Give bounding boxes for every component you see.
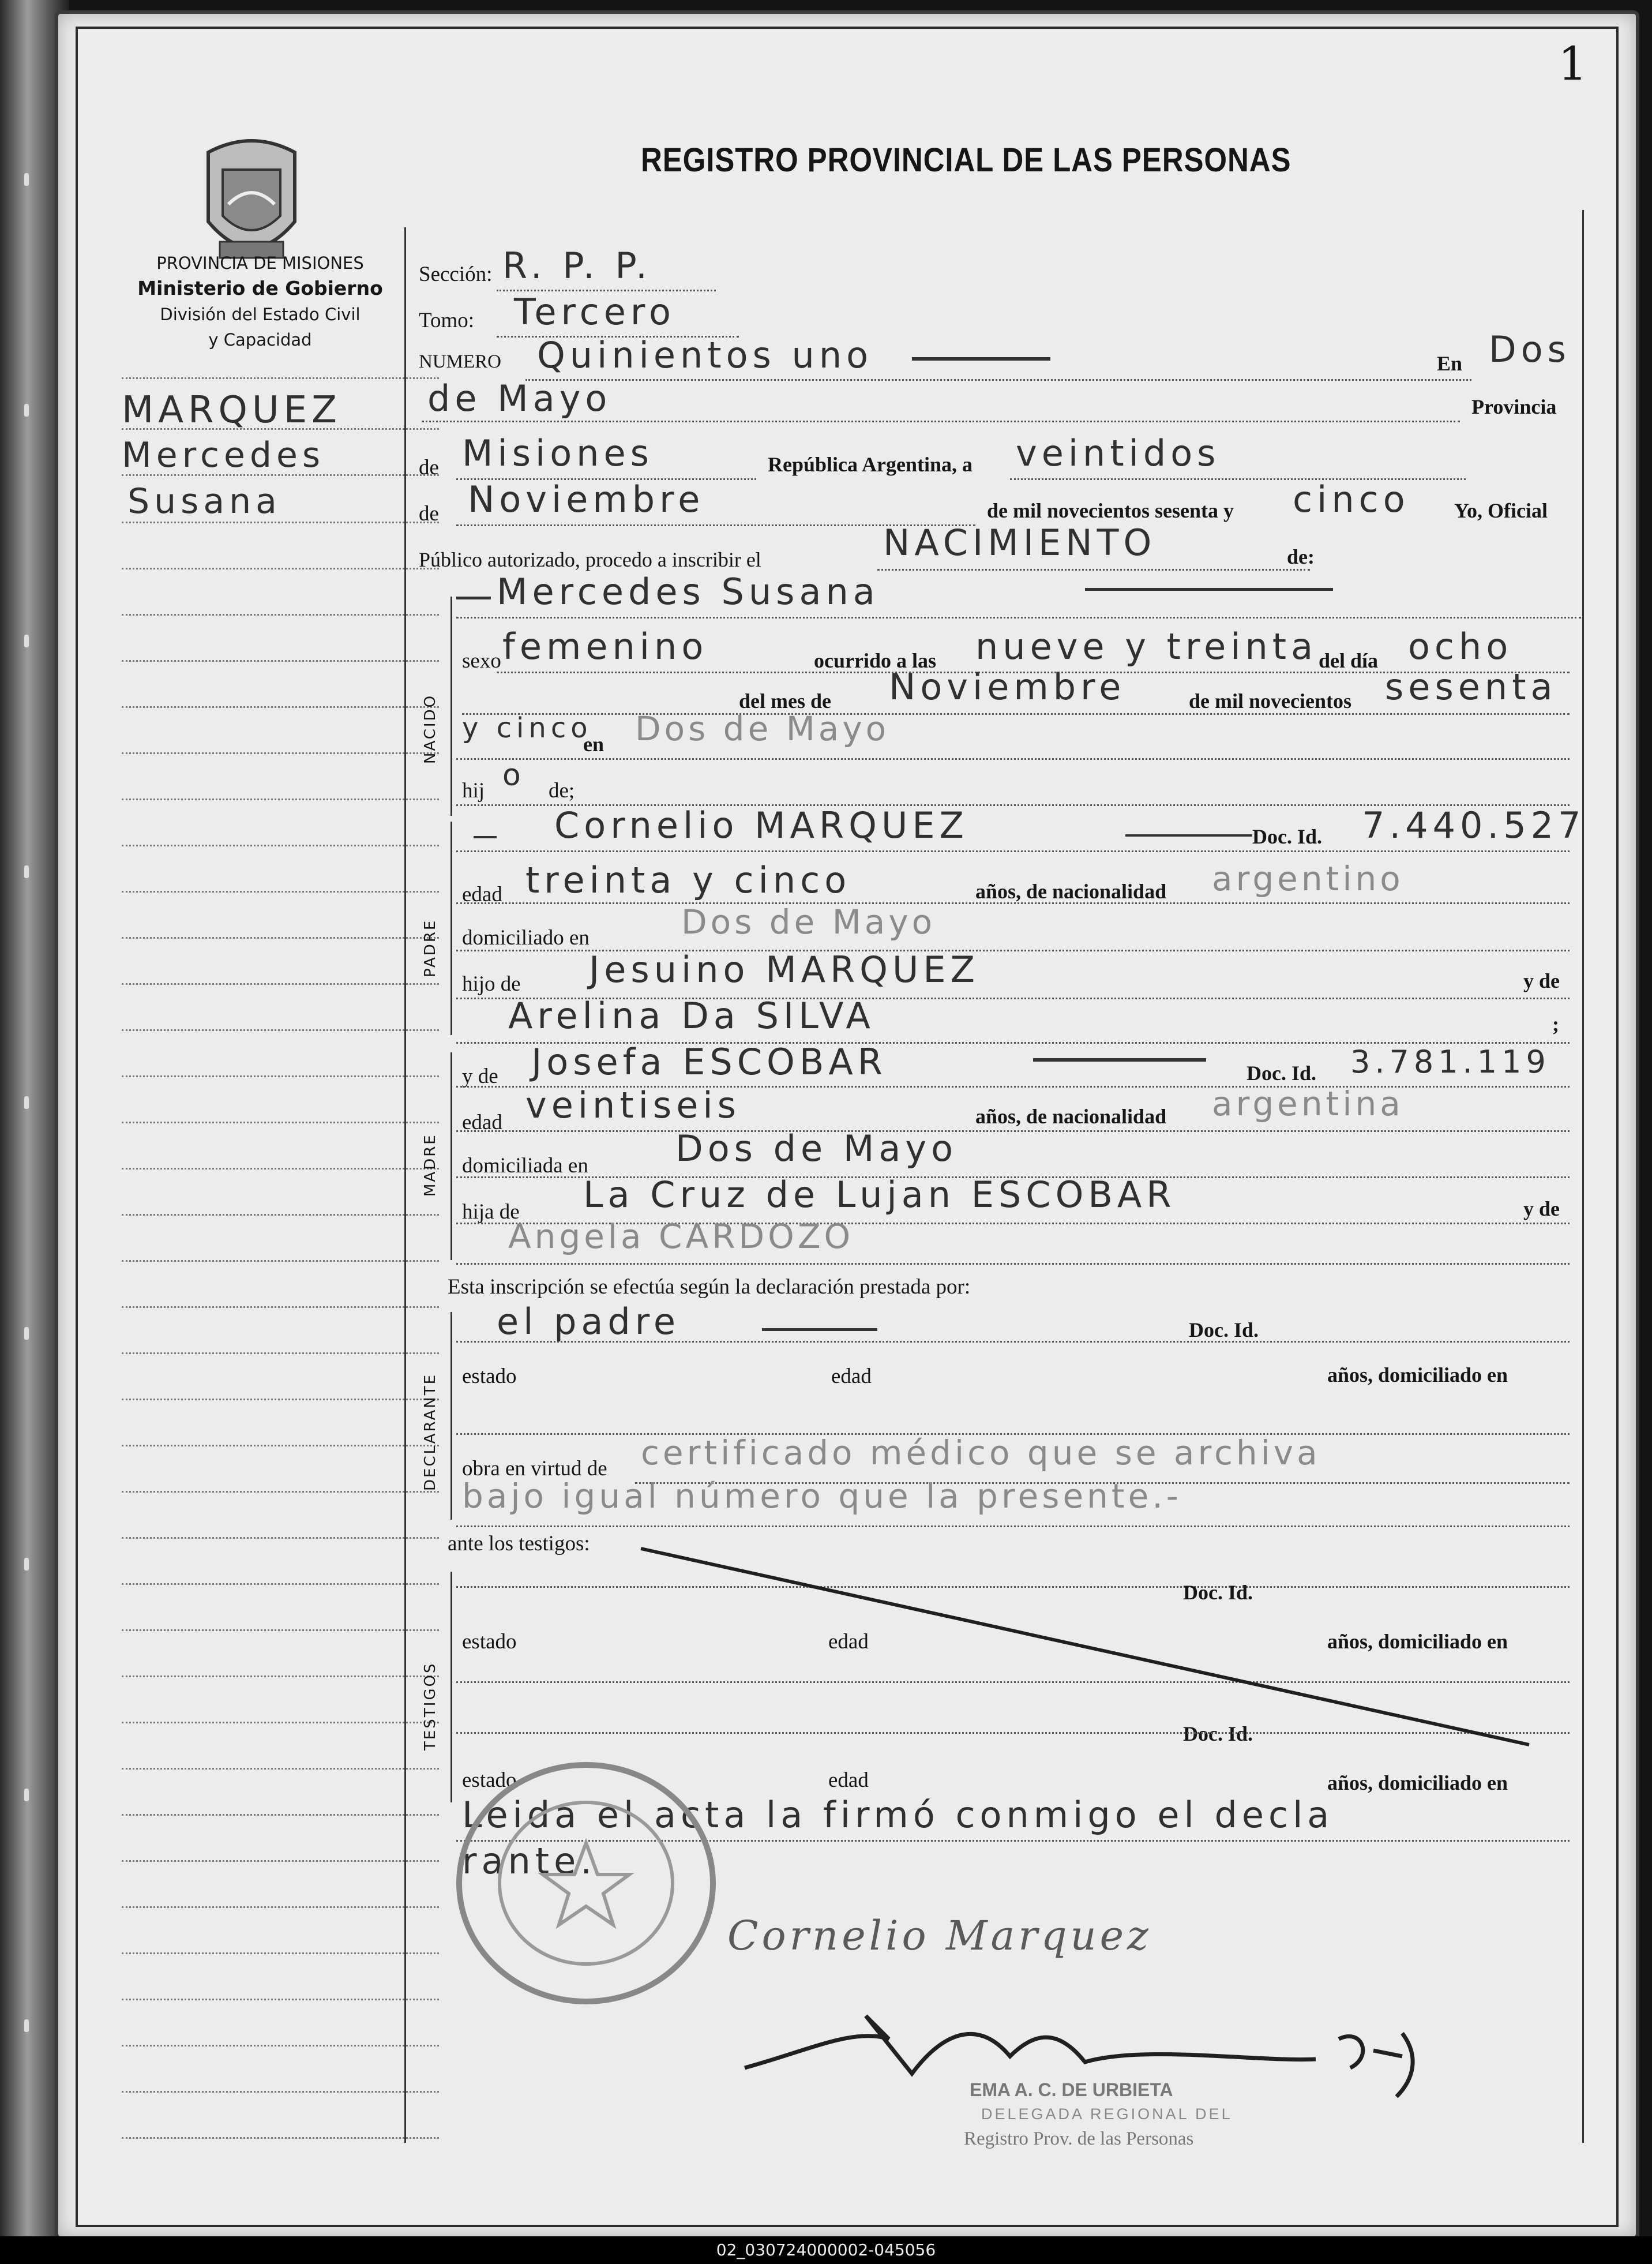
declarante-estado-label: estado xyxy=(462,1365,517,1388)
padre-edad-label: edad xyxy=(462,883,502,906)
de-semicolon-label: de; xyxy=(549,779,575,803)
testigo2-estado-label: estado xyxy=(462,1768,517,1792)
madre-anos-label: años, de nacionalidad xyxy=(975,1105,1167,1128)
madre-hija-de-label: hija de xyxy=(462,1200,520,1224)
madre-dom-value: Dos de Mayo xyxy=(675,1127,958,1170)
madre-nac-value: argentina xyxy=(1212,1084,1404,1123)
semicolon-label: ; xyxy=(1552,1013,1559,1036)
section-madre: MADRE xyxy=(422,1133,439,1197)
ocurrido-label: ocurrido a las xyxy=(814,649,936,672)
padre-nombre-value: Cornelio MARQUEZ xyxy=(554,804,968,846)
madre-doc-label: Doc. Id. xyxy=(1246,1062,1317,1085)
seccion-label: Sección: xyxy=(419,263,493,286)
padre-bracket xyxy=(450,822,452,1035)
de-mil-label: de mil novecientos xyxy=(1189,689,1351,713)
padre-madre-value: Arelina Da SILVA xyxy=(508,995,875,1037)
padre-padre-value: Jesuino MARQUEZ xyxy=(589,949,980,991)
yo-oficial-label: Yo, Oficial xyxy=(1454,499,1548,522)
de-label: de xyxy=(419,456,439,479)
hora-value: nueve y treinta xyxy=(975,625,1318,668)
declarante-bracket xyxy=(450,1312,452,1520)
padre-doc-label: Doc. Id. xyxy=(1252,825,1323,848)
official-name: EMA A. C. DE URBIETA xyxy=(970,2079,1173,2100)
declarante-edad-label: edad xyxy=(831,1365,872,1388)
obra-label: obra en virtud de xyxy=(462,1457,607,1480)
madre-edad-label: edad xyxy=(462,1111,502,1134)
capacity-label: y Capacidad xyxy=(208,330,312,350)
padre-dom-value: Dos de Mayo xyxy=(681,902,936,942)
register-page xyxy=(55,10,1639,2240)
ministry-block xyxy=(110,250,410,353)
sexo-value: femenino xyxy=(502,625,708,668)
padre-anos-label: años, de nacionalidad xyxy=(975,880,1167,903)
obra-value-1: certificado médico que se archiva xyxy=(641,1433,1321,1472)
en-label: En xyxy=(1437,352,1463,375)
testigo1-edad-label: edad xyxy=(828,1630,869,1654)
madre-padre-value: La Cruz de Lujan ESCOBAR xyxy=(583,1174,1176,1216)
section-padre: PADRE xyxy=(422,919,439,977)
lugar-value: de Mayo xyxy=(427,377,612,419)
ano-value: cinco xyxy=(1293,478,1410,520)
numero-label: NUMERO xyxy=(419,351,502,372)
hij-value: o xyxy=(502,758,525,793)
provincia-label: Provincia xyxy=(1471,395,1557,418)
republica-label: República Argentina, a xyxy=(768,453,973,476)
province-label: PROVINCIA DE MISIONES xyxy=(156,253,364,273)
tomo-label: Tomo: xyxy=(419,309,475,332)
declarant-signature: Cornelio Marquez xyxy=(727,1912,1152,1959)
section-declarante: DECLARANTE xyxy=(422,1373,439,1491)
tomo-value: Tercero xyxy=(514,291,675,333)
madre-edad-value: veintiseis xyxy=(525,1084,741,1126)
lugar-nac-value: Dos de Mayo xyxy=(635,709,890,748)
padre-dom-label: domiciliado en xyxy=(462,926,590,950)
testigo2-doc-label: Doc. Id. xyxy=(1183,1722,1253,1745)
padre-y-de-label: y de xyxy=(1523,969,1560,992)
leida-value-2: rante. xyxy=(462,1840,596,1882)
cross-out-stroke xyxy=(635,1537,1558,1756)
page-title: REGISTRO PROVINCIAL DE LAS PERSONAS xyxy=(641,141,1291,179)
declarante-anos-label: años, domiciliado en xyxy=(1327,1363,1508,1386)
madre-nombre-value: Josefa ESCOBAR xyxy=(531,1041,887,1083)
de-colon-label: de: xyxy=(1287,545,1315,568)
official-role: DELEGADA REGIONAL DEL xyxy=(981,2105,1233,2123)
section-testigos: TESTIGOS xyxy=(422,1662,439,1751)
form-right-border xyxy=(1582,210,1584,2143)
division-label: División del Estado Civil xyxy=(160,305,361,324)
padre-edad-value: treinta y cinco xyxy=(525,859,851,901)
en-value: Dos xyxy=(1489,328,1571,370)
madre-doc-value: 3.781.119 xyxy=(1350,1044,1550,1080)
testigo2-edad-label: edad xyxy=(828,1768,869,1792)
testigos-label: ante los testigos: xyxy=(448,1532,590,1555)
image-id-footer: 02_030724000002-045056 xyxy=(0,2236,1652,2264)
testigo2-anos-label: años, domiciliado en xyxy=(1327,1771,1508,1794)
mil-novecientos-label: de mil novecientos sesenta y xyxy=(987,499,1234,522)
ano-nac-b-value: y cinco xyxy=(462,712,592,744)
declarante-doc-label: Doc. Id. xyxy=(1189,1318,1259,1341)
numero-value: Quinientos uno xyxy=(537,334,873,376)
leida-value-1: Leida el acta la firmó conmigo el decla xyxy=(462,1794,1334,1836)
sexo-label: sexo xyxy=(462,649,501,673)
provincia-value: Misiones xyxy=(462,432,654,474)
mes-nac-value: Noviembre xyxy=(889,666,1126,708)
testigo1-estado-label: estado xyxy=(462,1630,517,1654)
mes-value: Noviembre xyxy=(468,478,705,520)
margin-secondname: Susana xyxy=(127,481,281,522)
form-left-border xyxy=(404,227,406,2143)
nacido-bracket xyxy=(450,597,452,816)
margin-surname: MARQUEZ xyxy=(122,389,341,432)
ano-nac-a-value: sesenta xyxy=(1385,666,1557,708)
padre-nac-value: argentino xyxy=(1212,859,1404,898)
de-label-2: de xyxy=(419,502,439,526)
hij-label: hij xyxy=(462,779,485,803)
ministry-label: Ministerio de Gobierno xyxy=(137,277,383,299)
testigo1-anos-label: años, domiciliado en xyxy=(1327,1630,1508,1653)
padre-doc-value: 7.440.527 xyxy=(1362,804,1586,846)
del-dia-label: del día xyxy=(1319,649,1379,672)
dia-value: veintidos xyxy=(1016,432,1221,474)
en-small-label: en xyxy=(583,733,604,756)
madre-y-de-label-2: y de xyxy=(1523,1197,1560,1220)
madre-dom-label: domiciliada en xyxy=(462,1154,588,1178)
page-number: 1 xyxy=(1558,37,1587,91)
dia-nac-value: ocho xyxy=(1408,625,1513,668)
acto-value: NACIMIENTO xyxy=(883,522,1157,564)
declarante-value: el padre xyxy=(497,1300,681,1343)
seccion-value: R. P. P. xyxy=(502,245,652,287)
testigo1-doc-label: Doc. Id. xyxy=(1183,1581,1253,1604)
madre-y-de-label: y de xyxy=(462,1064,498,1088)
del-mes-label: del mes de xyxy=(739,689,831,713)
madre-bracket xyxy=(450,1052,452,1260)
official-seal-icon xyxy=(450,1756,722,2010)
section-nacido: NACIDO xyxy=(422,694,439,764)
padre-hijo-de-label: hijo de xyxy=(462,972,521,996)
publico-label: Público autorizado, procedo a inscribir el xyxy=(419,548,761,571)
nombre-value: Mercedes Susana xyxy=(497,571,880,613)
margin-firstname: Mercedes xyxy=(122,435,325,475)
madre-madre-value: Angela CARDOZO xyxy=(508,1217,854,1256)
official-office: Registro Prov. de las Personas xyxy=(964,2128,1194,2149)
obra-value-2: bajo igual número que la presente.- xyxy=(462,1476,1182,1516)
declaracion-label: Esta inscripción se efectúa según la declaración prestada por: xyxy=(448,1275,971,1299)
